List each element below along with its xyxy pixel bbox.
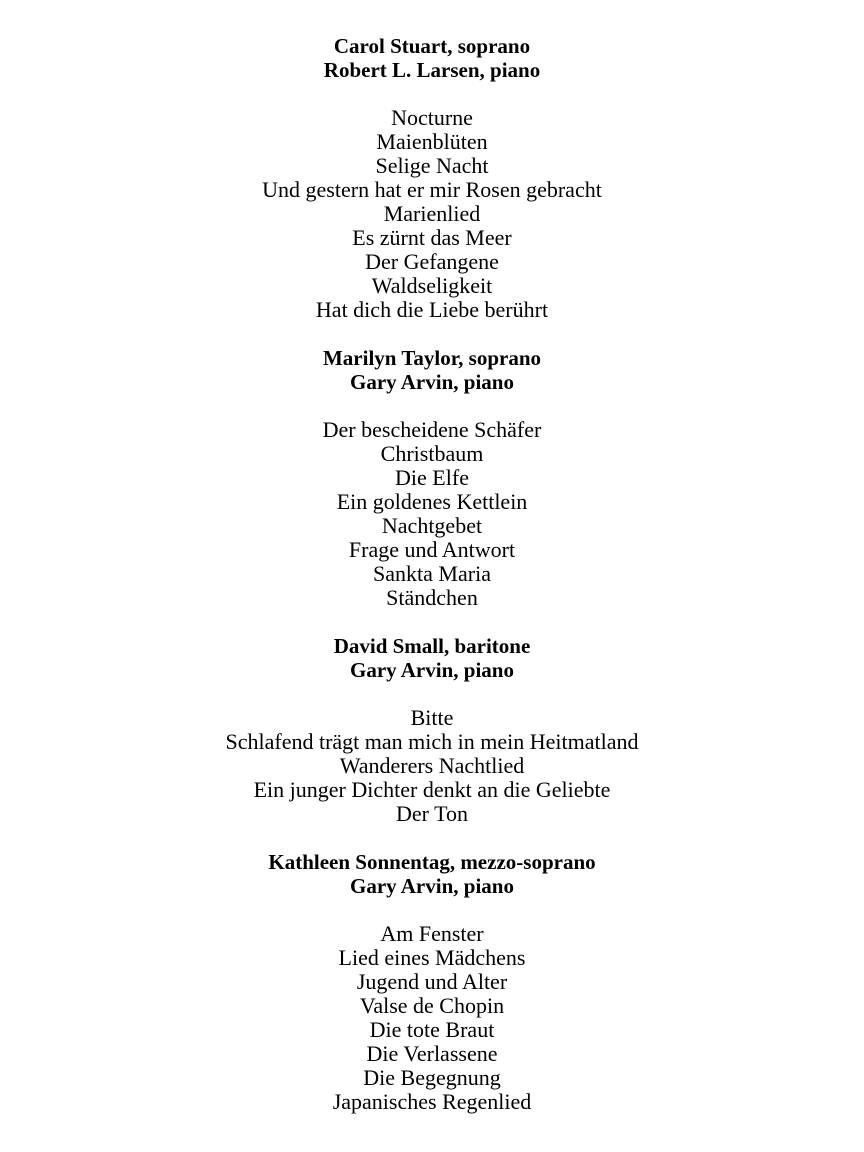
song-title: Hat dich die Liebe berührt bbox=[315, 297, 549, 322]
song-title: Ständchen bbox=[386, 585, 478, 610]
performers bbox=[0, 634, 864, 682]
performer-pianist: Robert L. Larsen, piano bbox=[323, 58, 541, 82]
song-title: Christbaum bbox=[380, 441, 484, 466]
song-title: Bitte bbox=[410, 705, 454, 730]
performers bbox=[0, 34, 864, 82]
song-title: Die Elfe bbox=[395, 465, 469, 490]
performer-pianist: Gary Arvin, piano bbox=[350, 874, 514, 898]
song-title: Der Ton bbox=[396, 801, 468, 826]
song-list bbox=[0, 106, 864, 322]
song-title: Wanderers Nachtlied bbox=[339, 753, 525, 778]
program-section-4 bbox=[0, 850, 864, 1114]
performer-singer: Marilyn Taylor, soprano bbox=[322, 346, 542, 370]
song-title: Frage und Antwort bbox=[348, 537, 516, 562]
song-title: Lied eines Mädchens bbox=[338, 945, 526, 970]
performer-pianist: Gary Arvin, piano bbox=[350, 370, 514, 394]
song-title: Der Gefangene bbox=[365, 249, 499, 274]
performers bbox=[0, 346, 864, 394]
song-title: Schlafend trägt man mich in mein Heitmatland bbox=[225, 729, 639, 754]
song-title: Ein goldenes Kettlein bbox=[336, 489, 528, 514]
program-section-3 bbox=[0, 634, 864, 826]
performer-singer: Carol Stuart, soprano bbox=[333, 34, 531, 58]
song-list bbox=[0, 922, 864, 1114]
performer-singer: Kathleen Sonnentag, mezzo-soprano bbox=[268, 850, 596, 874]
song-title: Es zürnt das Meer bbox=[352, 225, 512, 250]
song-list bbox=[0, 418, 864, 610]
performer-singer: David Small, baritone bbox=[333, 634, 531, 658]
performers bbox=[0, 850, 864, 898]
song-title: Nachtgebet bbox=[381, 513, 483, 538]
song-title: Die Begegnung bbox=[363, 1065, 501, 1090]
song-title: Marienlied bbox=[383, 201, 481, 226]
song-title: Japanisches Regenlied bbox=[332, 1089, 532, 1114]
song-title: Maienblüten bbox=[376, 129, 488, 154]
song-title: Die tote Braut bbox=[369, 1017, 495, 1042]
song-title: Ein junger Dichter denkt an die Geliebte bbox=[253, 777, 611, 802]
program-section-2 bbox=[0, 346, 864, 610]
song-title: Die Verlassene bbox=[366, 1041, 498, 1066]
song-title: Am Fenster bbox=[380, 921, 484, 946]
song-title: Jugend und Alter bbox=[356, 969, 508, 994]
song-list bbox=[0, 706, 864, 826]
song-title: Sankta Maria bbox=[373, 561, 491, 586]
program-section-1 bbox=[0, 34, 864, 322]
song-title: Nocturne bbox=[391, 105, 473, 130]
performer-pianist: Gary Arvin, piano bbox=[350, 658, 514, 682]
song-title: Selige Nacht bbox=[375, 153, 489, 178]
song-title: Und gestern hat er mir Rosen gebracht bbox=[262, 177, 602, 202]
song-title: Valse de Chopin bbox=[359, 993, 505, 1018]
song-title: Der bescheidene Schäfer bbox=[322, 417, 542, 442]
song-title: Waldseligkeit bbox=[371, 273, 493, 298]
